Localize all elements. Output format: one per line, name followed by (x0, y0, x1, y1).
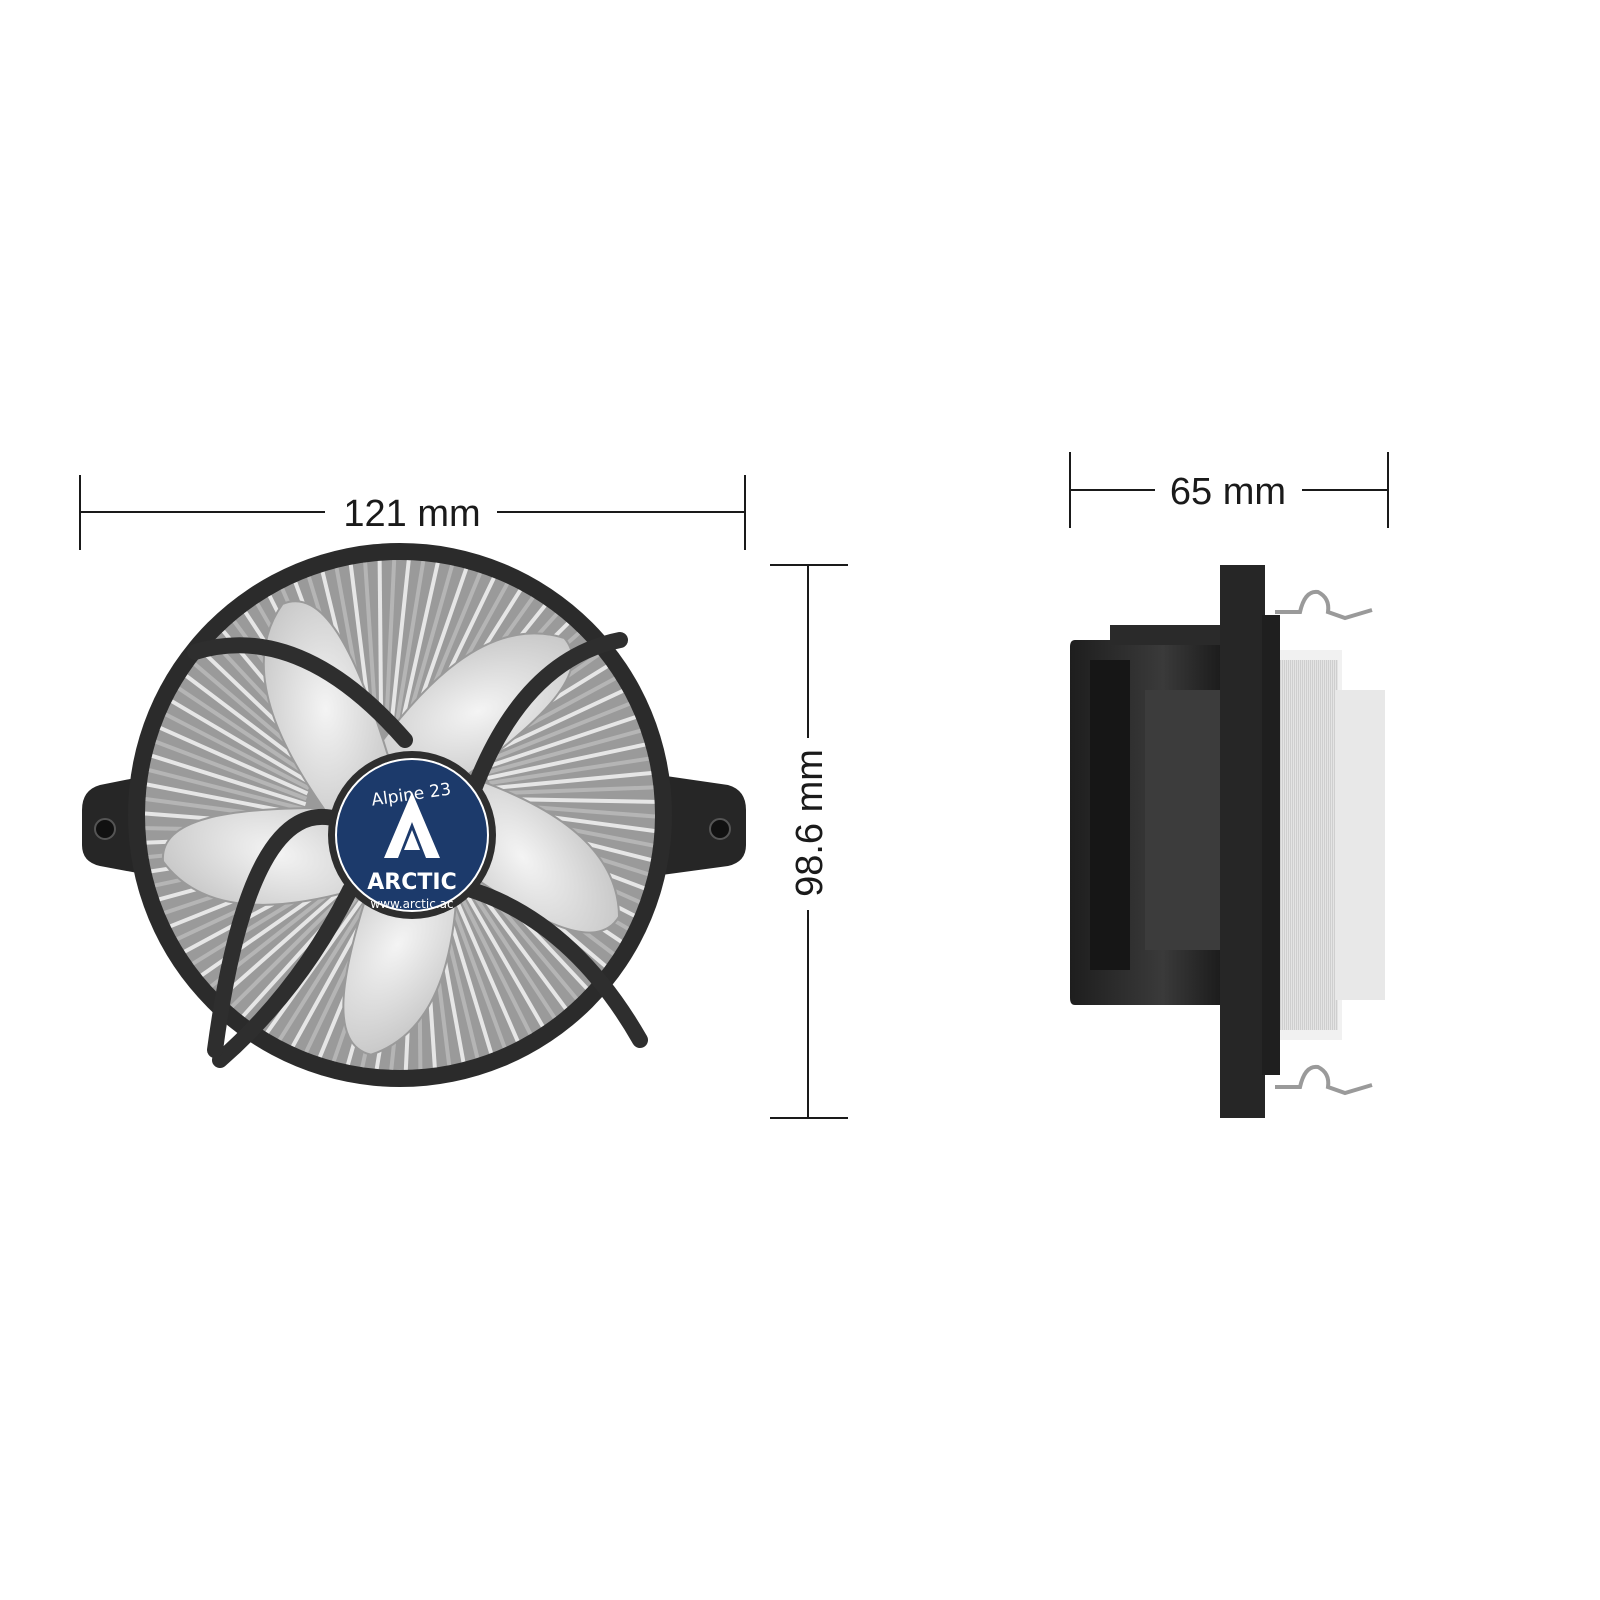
side-fin (1320, 660, 1321, 1030)
depth-dimension (1070, 452, 1388, 528)
hub-label (328, 751, 496, 919)
side-fin (1316, 660, 1317, 1030)
side-fin (1310, 660, 1311, 1030)
width-label: 121 mm (343, 493, 481, 535)
hub-model-text: Alpine 23 (370, 779, 453, 811)
side-fin (1314, 660, 1315, 1030)
cooler-front-view (82, 543, 746, 1087)
side-fin (1302, 660, 1303, 1030)
side-fin (1306, 660, 1307, 1030)
mounting-bracket (1220, 565, 1265, 1118)
side-fin (1326, 660, 1327, 1030)
side-fin (1298, 660, 1299, 1030)
cooler-side-view (1070, 565, 1385, 1118)
side-fin (1304, 660, 1305, 1030)
side-fin (1286, 660, 1287, 1030)
side-fin (1330, 660, 1331, 1030)
side-fin (1292, 660, 1293, 1030)
height-dimension (770, 565, 848, 1118)
side-fin (1290, 660, 1291, 1030)
right-screw-icon (710, 819, 730, 839)
side-fin (1328, 660, 1329, 1030)
side-fin (1312, 660, 1313, 1030)
side-fin (1332, 660, 1333, 1030)
side-fin (1322, 660, 1323, 1030)
side-fin (1284, 660, 1285, 1030)
hub-website-text: www.arctic.ac (370, 897, 454, 911)
width-dimension (80, 475, 745, 550)
heatsink-fin (380, 561, 381, 722)
depth-label: 65 mm (1169, 471, 1287, 513)
side-fin (1282, 660, 1283, 1030)
top-clip (1275, 592, 1372, 618)
side-fin (1324, 660, 1325, 1030)
height-label: 98.6 mm (789, 749, 831, 897)
side-fin (1318, 660, 1319, 1030)
side-fin (1296, 660, 1297, 1030)
side-fin (1280, 660, 1281, 1030)
side-fin (1294, 660, 1295, 1030)
hub-brand-text: ARCTIC (367, 870, 457, 895)
side-fin (1288, 660, 1289, 1030)
bottom-clip (1275, 1067, 1372, 1093)
left-screw-icon (95, 819, 115, 839)
side-fin (1308, 660, 1309, 1030)
side-fin (1300, 660, 1301, 1030)
